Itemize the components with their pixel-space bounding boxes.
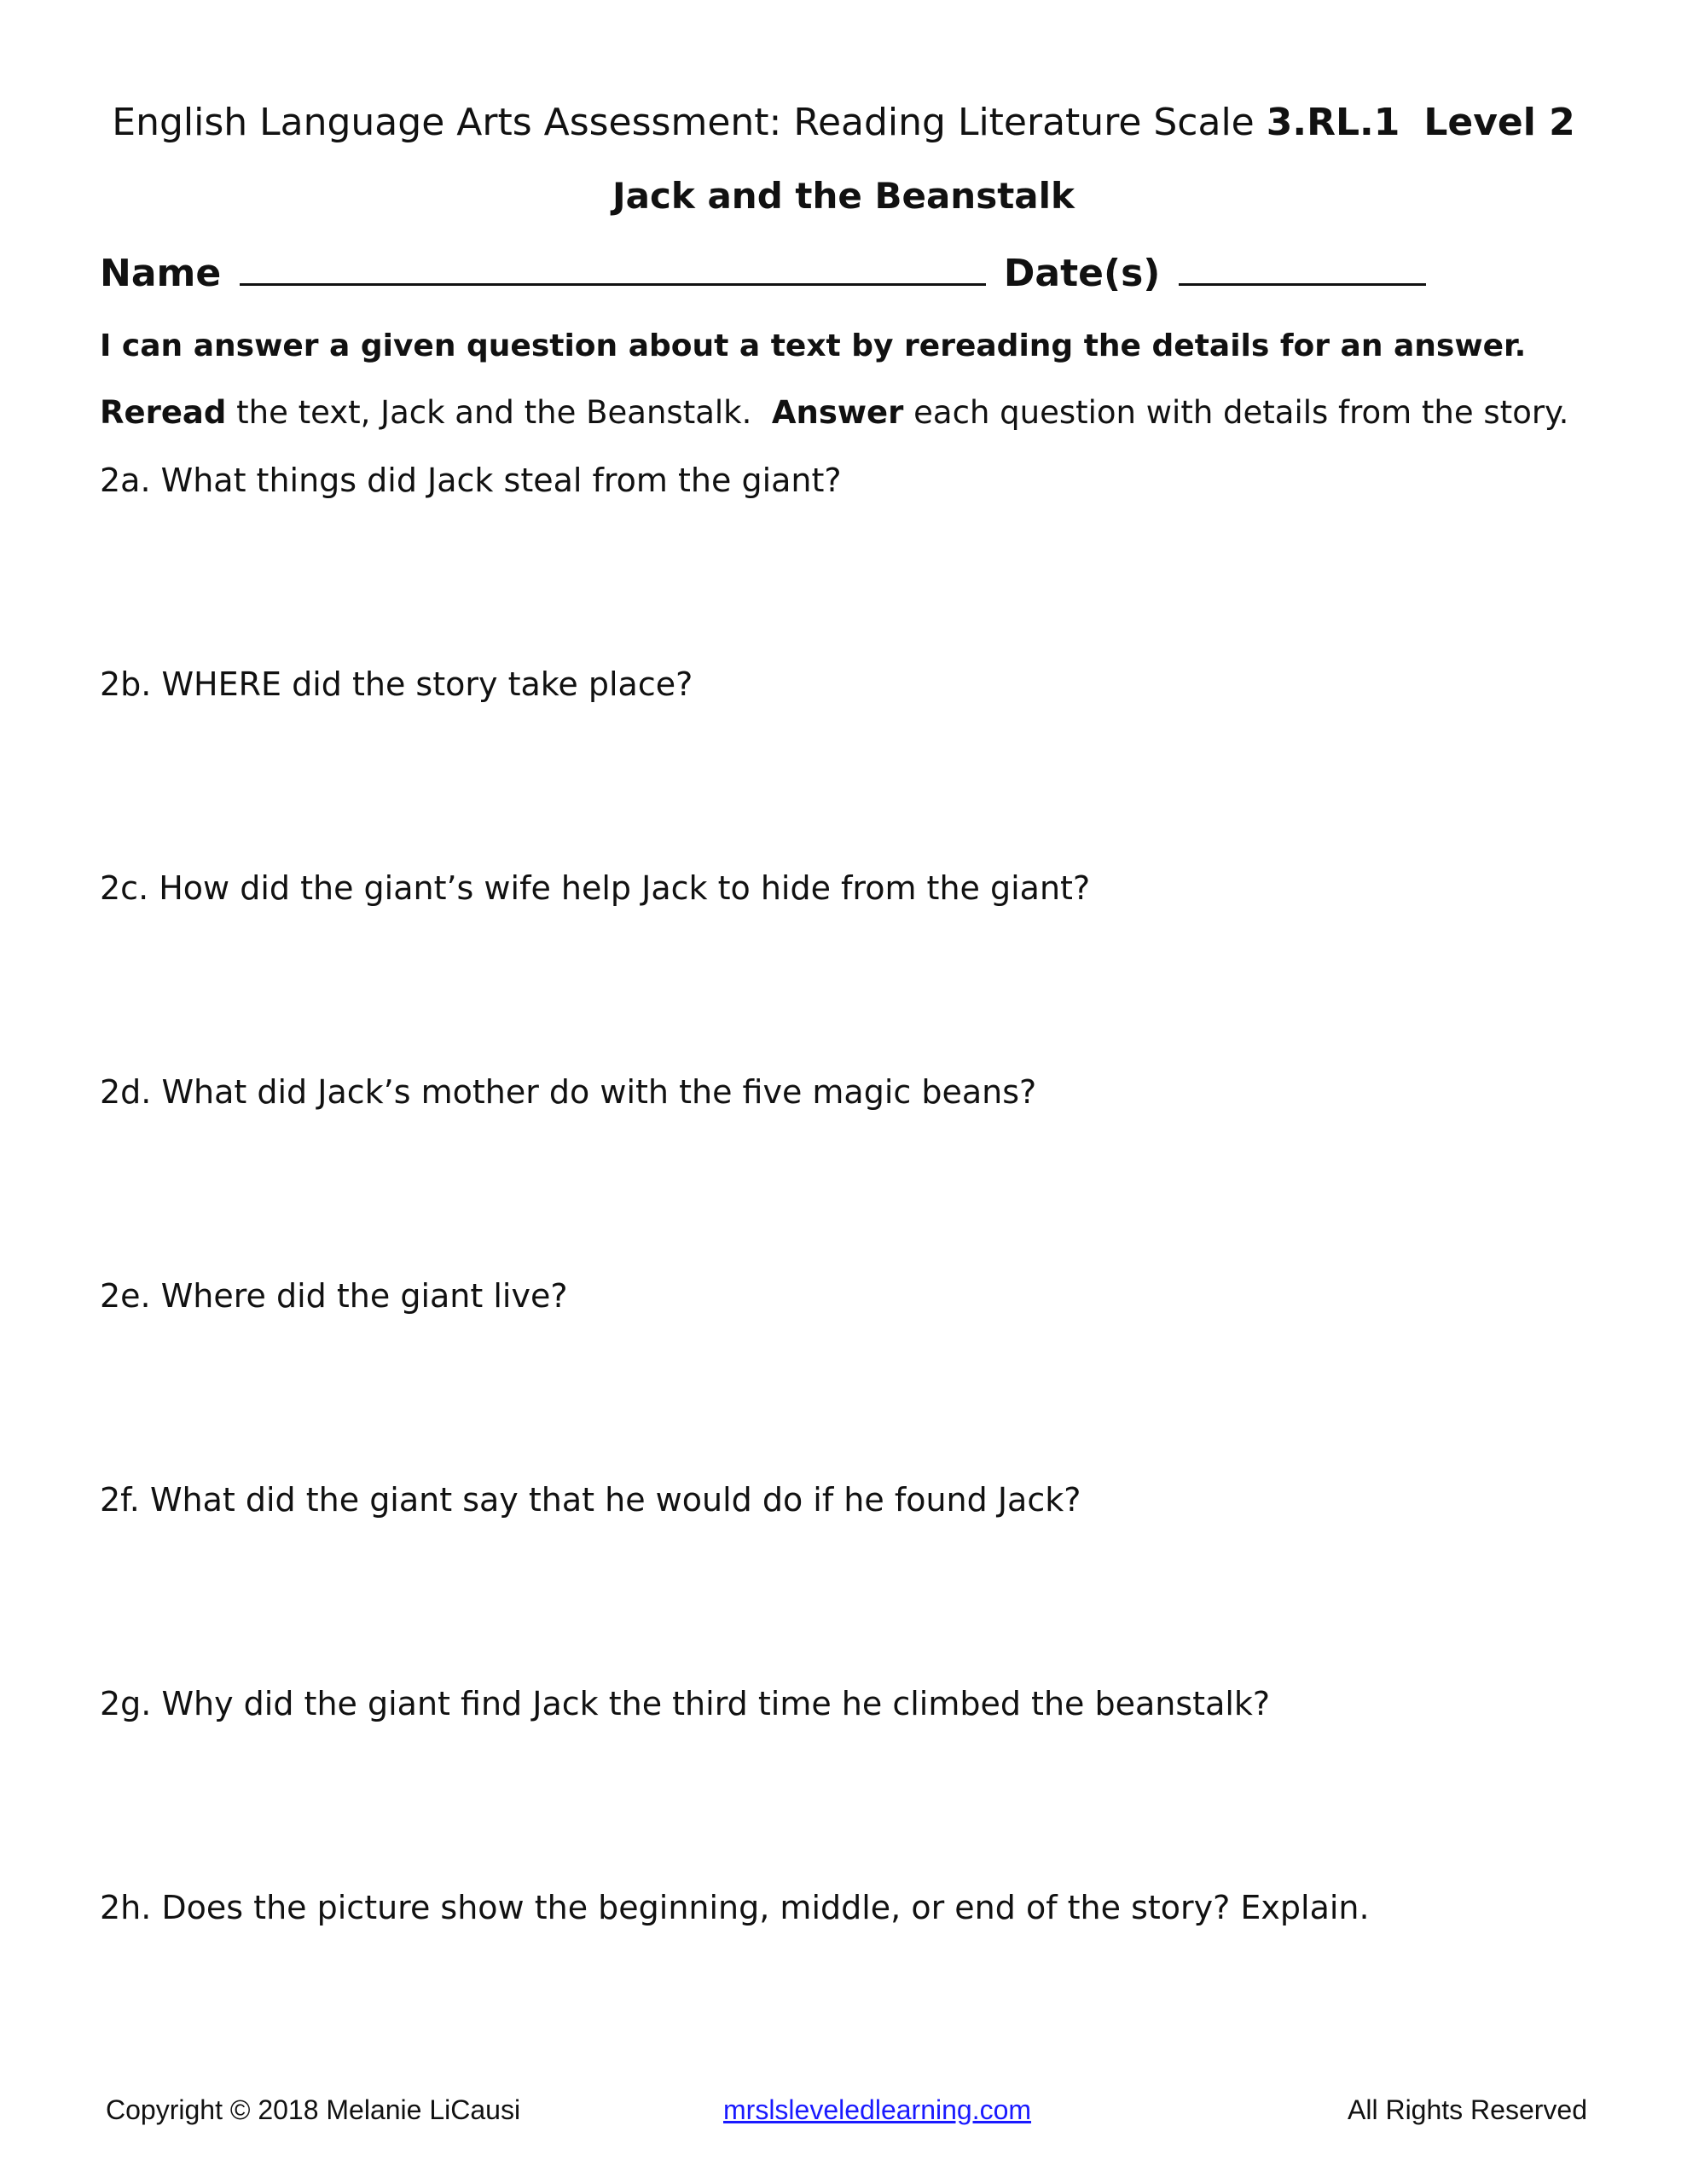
- assessment-header: [0, 101, 1687, 144]
- directions-answer: Answer: [771, 394, 904, 431]
- question-2c: 2c. How did the giant’s wife help Jack to hide from the giant?: [100, 869, 1091, 907]
- question-2b: 2b. WHERE did the story take place?: [100, 665, 693, 703]
- directions-reread: Reread: [100, 394, 227, 431]
- name-blank-line[interactable]: [240, 249, 986, 286]
- header-prefix: English Language Arts Assessment: Reading Literature Scale: [112, 101, 1267, 144]
- footer-rights: All Rights Reserved: [1348, 2094, 1587, 2125]
- date-blank-line[interactable]: [1179, 249, 1426, 286]
- question-2a: 2a. What things did Jack steal from the giant?: [100, 462, 842, 499]
- date-label: Date(s): [1003, 252, 1161, 295]
- header-level: Level 2: [1423, 101, 1575, 144]
- question-2f: 2f. What did the giant say that he would do if he found Jack?: [100, 1481, 1081, 1519]
- footer-website-link[interactable]: mrslsleveledlearning.com: [723, 2094, 1032, 2125]
- learning-goal: I can answer a given question about a text by rereading the details for an answer.: [100, 328, 1527, 363]
- directions-middle: the text, Jack and the Beanstalk.: [226, 394, 772, 431]
- directions-end: each question with details from the story.: [903, 394, 1569, 431]
- header-standard: 3.RL.1: [1266, 101, 1400, 144]
- name-label: Name: [100, 252, 222, 295]
- question-2g: 2g. Why did the giant find Jack the third time he climbed the beanstalk?: [100, 1685, 1271, 1722]
- question-2d: 2d. What did Jack’s mother do with the five magic beans?: [100, 1073, 1037, 1111]
- name-date-row: [100, 249, 1431, 295]
- question-2h: 2h. Does the picture show the beginning, middle, or end of the story? Explain.: [100, 1889, 1370, 1926]
- question-2e: 2e. Where did the giant live?: [100, 1277, 568, 1315]
- story-title: Jack and the Beanstalk: [612, 175, 1075, 217]
- directions: [100, 394, 1568, 431]
- footer-copyright: Copyright © 2018 Melanie LiCausi: [106, 2094, 521, 2125]
